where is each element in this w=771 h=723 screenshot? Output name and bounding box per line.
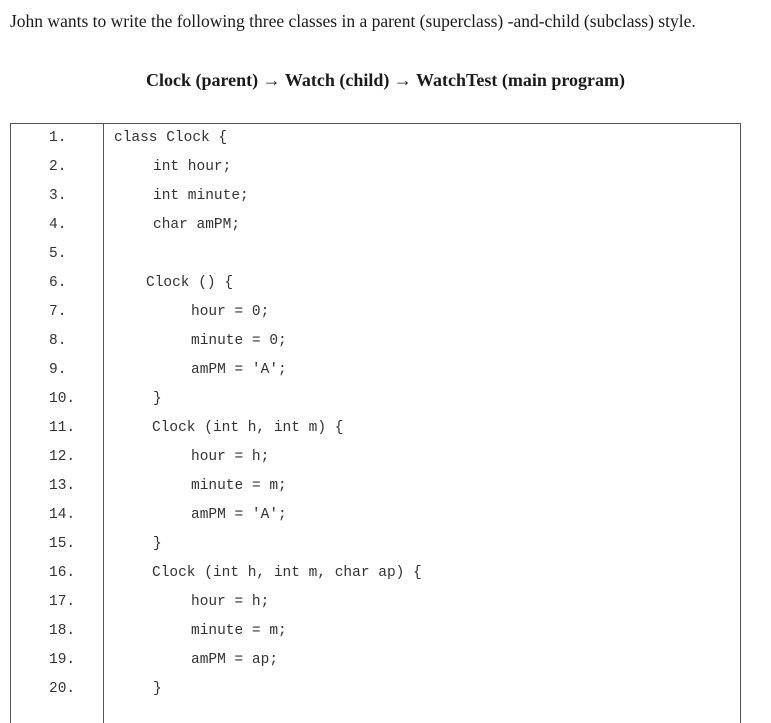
code-line — [11, 648, 740, 677]
code-line — [11, 561, 740, 590]
line-number: 14. — [49, 507, 76, 523]
line-number: 12. — [49, 449, 76, 465]
code-line — [11, 619, 740, 648]
arrow-icon: → — [262, 70, 281, 90]
code-text: minute = 0; — [191, 333, 287, 349]
line-number: 1. — [49, 130, 67, 146]
code-text: Clock (int h, int m, char ap) { — [152, 565, 422, 581]
code-line — [11, 532, 740, 561]
code-line — [11, 416, 740, 445]
code-line — [11, 445, 740, 474]
code-text: Clock () { — [146, 275, 234, 291]
code-text: hour = 0; — [191, 304, 270, 320]
code-text: minute = m; — [191, 478, 287, 494]
code-line — [11, 387, 740, 416]
line-number: 8. — [49, 333, 67, 349]
code-text: hour = h; — [191, 594, 270, 610]
code-text: int minute; — [153, 188, 249, 204]
code-line — [11, 155, 740, 184]
heading-child: Watch (child) — [284, 70, 390, 90]
line-number: 7. — [49, 304, 67, 320]
code-text: amPM = 'A'; — [191, 362, 287, 378]
line-number: 5. — [49, 246, 67, 262]
line-number: 4. — [49, 217, 67, 233]
line-number: 6. — [49, 275, 67, 291]
line-number: 18. — [49, 623, 76, 639]
code-line — [11, 126, 740, 155]
code-text: } — [153, 391, 162, 407]
code-line — [11, 590, 740, 619]
line-number: 3. — [49, 188, 67, 204]
code-line — [11, 300, 740, 329]
code-text: char amPM; — [153, 217, 241, 233]
code-line — [11, 213, 740, 242]
line-number: 16. — [49, 565, 76, 581]
code-line — [11, 474, 740, 503]
code-line — [11, 184, 740, 213]
code-text: hour = h; — [191, 449, 270, 465]
line-number: 11. — [49, 420, 76, 436]
code-line — [11, 271, 740, 300]
arrow-icon: → — [393, 70, 412, 90]
line-number: 15. — [49, 536, 76, 552]
line-number: 20. — [49, 681, 76, 697]
code-text: Clock (int h, int m) { — [152, 420, 344, 436]
line-number: 2. — [49, 159, 67, 175]
code-line — [11, 329, 740, 358]
code-text: } — [153, 536, 162, 552]
heading-parent: Clock (parent) — [145, 70, 259, 90]
intro-paragraph: John wants to write the following three classes in a parent (superclass) -and-child (subclass) style. — [10, 11, 696, 31]
line-number: 19. — [49, 652, 76, 668]
class-hierarchy-heading — [0, 68, 771, 92]
line-number: 10. — [49, 391, 76, 407]
code-text: amPM = ap; — [191, 652, 279, 668]
line-number: 9. — [49, 362, 67, 378]
code-line — [11, 503, 740, 532]
line-number: 13. — [49, 478, 76, 494]
code-text: class Clock { — [114, 130, 228, 146]
code-text: amPM = 'A'; — [191, 507, 287, 523]
line-number: 17. — [49, 594, 76, 610]
code-text: int hour; — [153, 159, 232, 175]
code-line — [11, 242, 740, 271]
code-text: } — [153, 681, 162, 697]
heading-main: WatchTest (main program) — [416, 70, 626, 90]
code-listing-table — [10, 123, 741, 723]
code-text: minute = m; — [191, 623, 287, 639]
code-line — [11, 358, 740, 387]
